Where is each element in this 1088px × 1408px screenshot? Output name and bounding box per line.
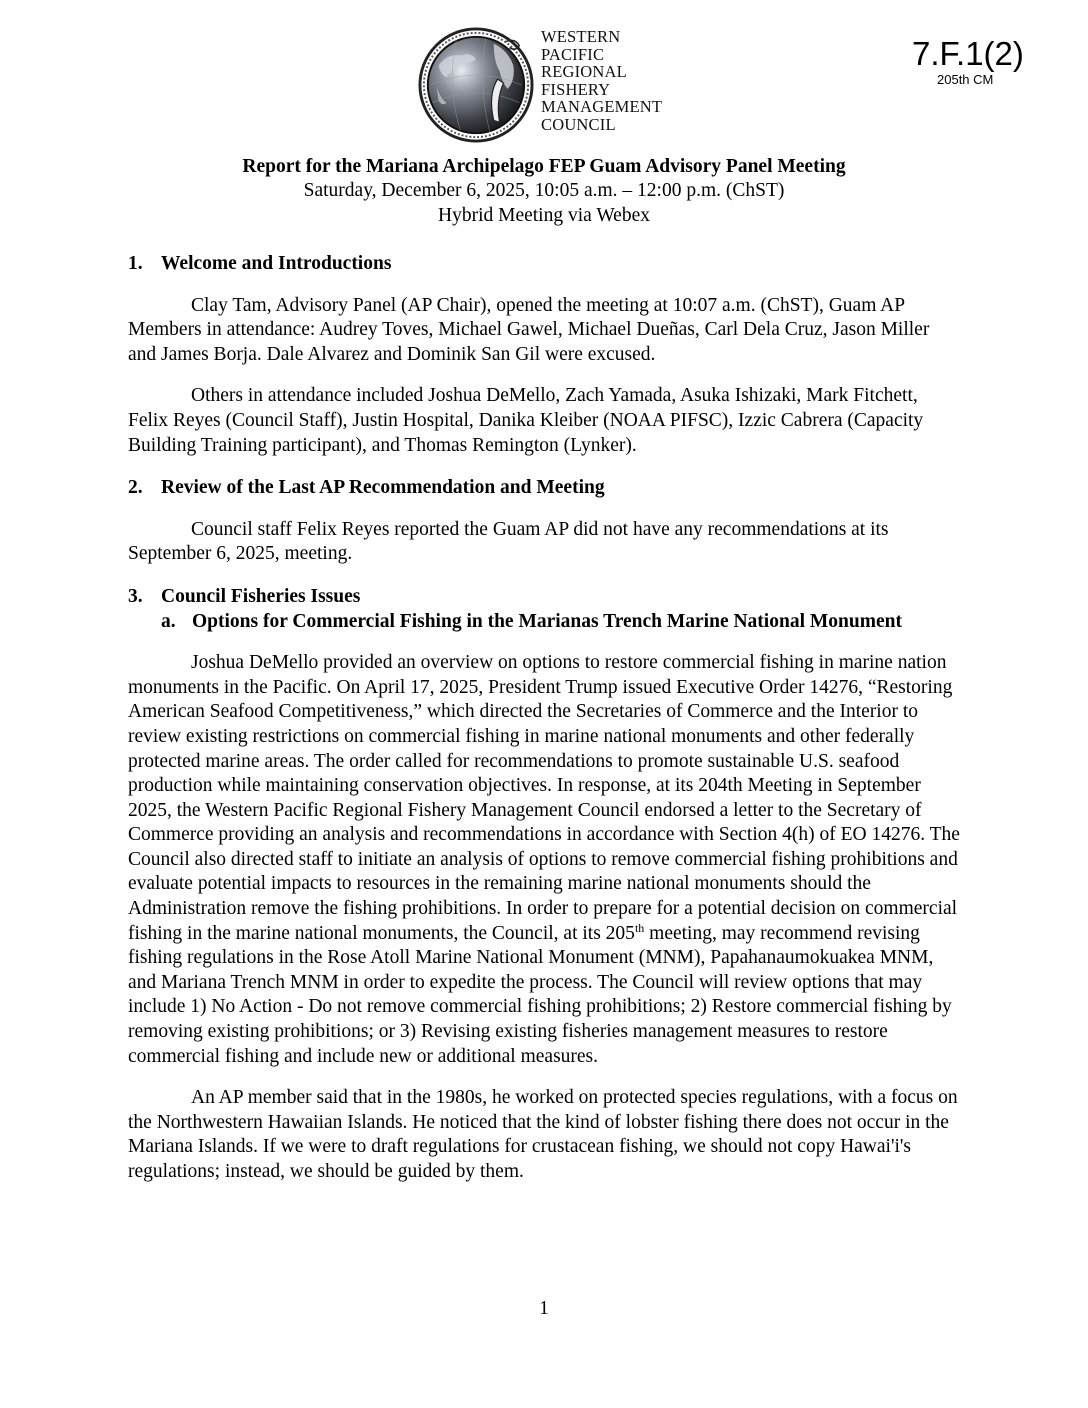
- paragraph: Council staff Felix Reyes reported the Guam AP did not have any recommendations at its September 6, 2025, meeting.: [128, 518, 889, 565]
- org-name-line: PACIFIC: [541, 44, 605, 64]
- report-body: [128, 252, 960, 1185]
- org-name-line: REGIONAL: [541, 62, 627, 82]
- paragraph-text: Joshua DeMello provided an overview on options to restore commercial fishing in marine nation monuments in the Pacific. On April 17, 2025, President Trump issued Executive Order 14276, “Restoring American Seafood Competitiveness,” which directed the Secretaries of Commerce and the Interior to review existing restrictions on commercial fishing in marine national monuments and other federally protected marine areas. The order called for recommendations to promote sustainable U.S. seafood production while maintaining conservation objectives. In response, at its 204th Meeting in September 2025, the Western Pacific Regional Fishery Management Council endorsed a letter to the Secretary of Commerce providing an analysis and recommendations in accordance with Section 4(h) of EO 14276. The Council also directed staff to initiate an analysis of options to remove commercial fishing prohibitions and evaluate potential impacts to resources in the remaining marine national monuments should the Administration remove the fishing prohibitions. In order to prepare for a potential decision on commercial fishing in the marine national monuments, the Council, at its 205: [128, 652, 960, 944]
- section-title: Welcome and Introductions: [161, 253, 392, 274]
- meeting-venue: Hybrid Meeting via Webex: [438, 204, 650, 226]
- section-title: Review of the Last AP Recommendation and Meeting: [161, 477, 605, 499]
- ordinal-suffix: th: [634, 920, 645, 935]
- section-number: 2.: [128, 477, 143, 499]
- section-number: 1.: [128, 253, 143, 274]
- report-title: Report for the Mariana Archipelago FEP Guam Advisory Panel Meeting: [242, 156, 846, 177]
- section-number: 3.: [128, 585, 143, 607]
- subsection-letter: a.: [161, 610, 176, 632]
- org-name-line: WESTERN: [541, 27, 621, 46]
- globe-seal-logo-icon: [417, 26, 535, 144]
- section-title: Council Fisheries Issues: [161, 585, 361, 607]
- org-name-line: COUNCIL: [541, 114, 616, 134]
- paragraph: [128, 651, 960, 1069]
- section-heading: [128, 252, 960, 277]
- paragraph: An AP member said that in the 1980s, he worked on protected species regulations, with a focus on the Northwestern Hawaiian Islands. He noticed that the kind of lobster fishing there does not occur in the Mariana Islands. If we were to draft regulations for crustacean fishing, we should not copy Hawai'i's regulations; instead, we should be guided by them.: [128, 1087, 958, 1182]
- paragraph: Clay Tam, Advisory Panel (AP Chair), opened the meeting at 10:07 a.m. (ChST), Guam AP Members in attendance: Audrey Toves, Michael Gawel, Michael Dueñas, Carl Dela Cruz, Jason Miller and James Borja. Dale Alvarez and Dominik San Gil were excused.: [128, 294, 930, 365]
- title-block: [0, 154, 1088, 228]
- agenda-meeting-label: 205th CM: [937, 72, 994, 87]
- paragraph: Others in attendance included Joshua DeMello, Zach Yamada, Asuka Ishizaki, Mark Fitchett, Felix Reyes (Council Staff), Justin Hospital, Danika Kleiber (NOAA PIFSC), Izzic Cabrera (Capacity Building Training participant), and Thomas Remington (Lynker).: [128, 385, 924, 456]
- org-name: [541, 28, 662, 134]
- agenda-item-number: 7.F.1(2): [912, 35, 1024, 72]
- page-number: 1: [539, 1298, 549, 1319]
- meeting-date: Saturday, December 6, 2025, 10:05 a.m. – 12:00 p.m. (ChST): [303, 180, 785, 201]
- section-heading: [128, 585, 960, 610]
- org-name-line: FISHERY: [541, 79, 611, 99]
- paragraph-text: meeting, may recommend revising fishing regulations in the Rose Atoll Marine National Monument (MNM), Papahanaumokuakea MNM, and Mariana Trench MNM in order to expedite the process. The Council will review options that may include 1) No Action - Do not remove commercial fishing prohibitions; 2) Restore commercial fishing by removing existing prohibitions; or 3) Revising existing fisheries management measures to restore commercial fishing and include new or additional measures.: [128, 922, 952, 1067]
- subsection-heading: [161, 610, 960, 635]
- subsection-title: Options for Commercial Fishing in the Marianas Trench Marine National Monument: [192, 610, 902, 632]
- section-heading: [128, 476, 960, 501]
- org-name-line: MANAGEMENT: [541, 97, 663, 117]
